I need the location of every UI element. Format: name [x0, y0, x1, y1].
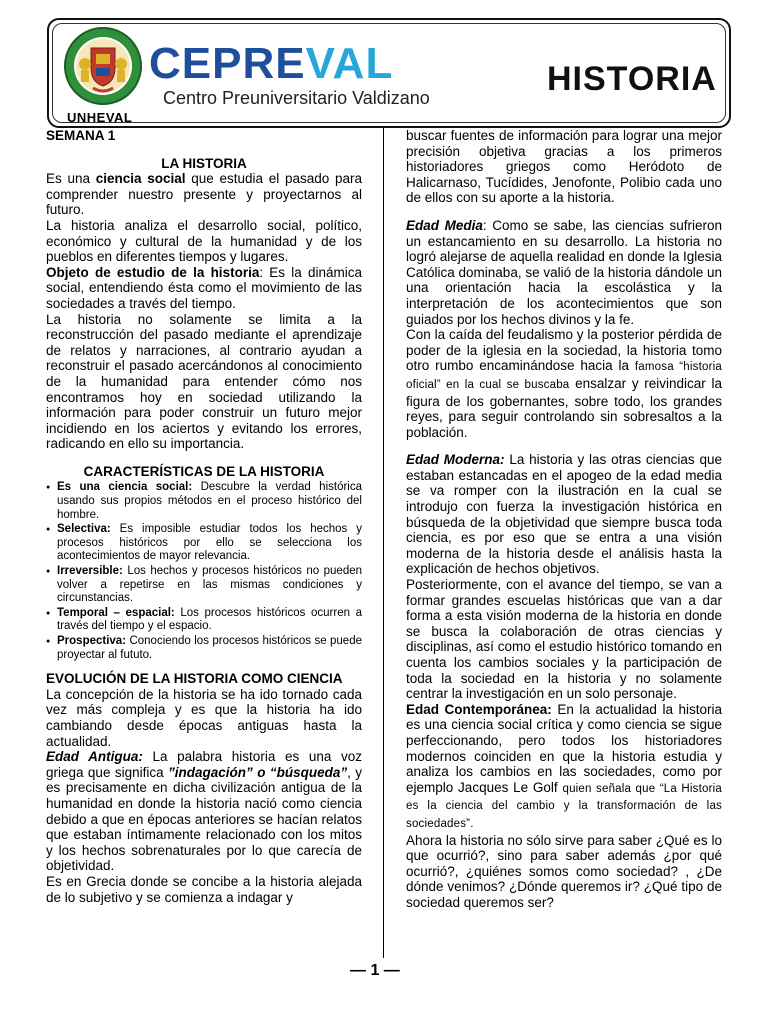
paragraph [406, 702, 722, 833]
text: : Es la dinámica social, entendiendo ésta como el movimiento de las sociedades a través del tiempo. [46, 264, 362, 311]
paragraph [46, 171, 362, 218]
text: , y es precisamente en dicha civilización antigua de la humanidad en donde la historia nació como ciencia debido a que en épocas anteriores se hacían relatos que estaban íntimamente relacionado con los mitos y los hechos sobrenaturales por lo que carecía de objetividad. [46, 764, 362, 874]
list-item [46, 607, 362, 634]
bold-term: Es una ciencia social: [57, 481, 193, 494]
university-seal-logo [63, 26, 143, 106]
bold-term: Objeto de estudio de la historia [46, 264, 260, 280]
text: : Como se sabe, las ciencias sufrieron un estancamiento en su desarrollo. La historia no logró alejarse de aquella realidad en donde la Iglesia Católica dominaba, se valió de la historia dándole un una orientación hacia la escolástica y la interpretación de los acontecimientos que son guiados por los hechos divinos y la fe. [406, 217, 722, 327]
bold-term: Irreversible: [57, 565, 123, 578]
bold-term: Edad Contemporánea: [406, 701, 552, 717]
text: que estudia el pasado para comprender nuestro presente y proyectarnos al futuro. [46, 171, 362, 218]
bold-italic-term: Edad Antigua: [46, 749, 143, 765]
paragraph [406, 452, 722, 577]
list-item [46, 481, 362, 522]
bold-italic-term: Edad Media [406, 217, 483, 233]
paragraph: Posteriormente, con el avance del tiempo, se van a formar grandes escuelas históricas que van a dar forma a esta visión moderna de la historia en donde se busca la colaboración de otras ciencias y disciplinas, así como el estudio histórico tomando en cuenta los cambios sociales y la participación de toda la sociedad en la historia y no solamente centrar la investigación en un solo personaje. [406, 577, 722, 702]
text: La historia y las otras ciencias que estaban estancadas en el apogeo de la edad media se va romper con la ilustración en la cual se introdujo con fuerza la investigación histórica en búsqueda de la objetividad que siempre busca toda ciencia, es por eso que se entra a una visión moderna de la historia desde el análisis hasta la explicación de hechos objetivos. [406, 452, 722, 577]
column-divider [383, 128, 384, 958]
bold-italic-term: Edad Moderna: [406, 452, 505, 468]
paragraph [46, 749, 362, 874]
paragraph: La historia analiza el desarrollo social, político, económico y cultural de la humanidad y de los pueblos en diferentes tiempos y lugares. [46, 217, 362, 265]
list-item [46, 565, 362, 606]
bold-term: Temporal – espacial: [57, 606, 175, 619]
paragraph: La concepción de la historia se ha ido tornado cada vez más compleja y es que la historia ha ido cambiando desde épocas antiguas hasta la actualidad. [46, 686, 362, 749]
text: Conociendo los procesos históricos se puede proyectar al fututo. [57, 635, 362, 661]
right-column [406, 128, 722, 911]
text: Es una [46, 171, 96, 187]
week-heading: SEMANA 1 [46, 128, 116, 143]
brand-subtitle: Centro Preuniversitario Valdizano [163, 88, 430, 108]
paragraph [406, 327, 722, 440]
text: En la actualidad la historia es una ciencia social crítica y como ciencia se sigue perfeccionando, pero todos los historiadores modernos coinciden en que la historia estudia y analiza los cambios en las sociedades, como por ejemplo Jacques Le Golf [406, 701, 722, 795]
list-item [46, 635, 362, 662]
logo-caption: UNHEVAL [67, 110, 133, 125]
paragraph [46, 265, 362, 312]
brand-part-2: VAL [305, 39, 394, 88]
text: ensalzar y reivindicar la figura de los gobernantes, sobre todo, los grandes reyes, para seguir controlando sin sobresaltos a la población. [406, 375, 722, 440]
page-header [47, 18, 731, 128]
paragraph: buscar fuentes de información para lograr una mejor precisión objetiva gracias a los primeros historiadores griegos como Heródoto de Halicarnaso, Tucídides, Jenofonte, Polibio cada uno de ellos con su aporte a la historia. [406, 128, 722, 206]
characteristics-list [46, 481, 362, 662]
text: Con la caída del feudalismo y la posterior pérdida de poder de la iglesia en la sociedad, la historia tomo otro rumbo encaminándose hacia la [406, 327, 722, 374]
text: Los hechos y procesos históricos no pueden volver a repetirse en las mismas condiciones y circunstancias. [57, 565, 362, 605]
characteristics-title: CARACTERÍSTICAS DE LA HISTORIA [83, 463, 325, 479]
text: Es imposible estudiar todos los hechos y procesos históricos por ello se selecciona los acontecimientos de mayor relevancia. [57, 523, 362, 563]
brand-part-1: CEPRE [149, 39, 306, 88]
text: Los procesos históricos ocurren a través del tiempo y el espacio. [57, 606, 363, 633]
text: Descubre la verdad histórica usando sus propios métodos en el proceso histórico del hombre. [57, 481, 362, 521]
bold-term: Prospectiva: [57, 635, 127, 647]
bold-italic-term: ”indagación” o “búsqueda” [168, 764, 348, 780]
text: quien señala que “La Historia es la ciencia del cambio y la transformación de las sociedades”. [406, 782, 722, 830]
subject-title: HISTORIA [547, 60, 717, 98]
left-column [46, 128, 362, 905]
paragraph: Ahora la historia no sólo sirve para saber ¿Qué es lo que ocurrió?, sino para saber además ¿por qué ocurrió?, ¿quiénes somos como sociedad? , ¿De dónde venimos? ¿Dónde queremos ir? ¿Qué tipo de sociedad queremos ser? [406, 832, 722, 910]
bold-term: ciencia social [95, 171, 186, 187]
bold-term: Selectiva: [57, 523, 111, 536]
paragraph: La historia no solamente se limita a la reconstrucción del pasado mediante el aprendizaje de relatos y narraciones, al contrario ayudan a reconstruir el pasado acercándonos al conocimiento de la humanidad para entender cómo nos encontramos hoy en sociedad utilizando la información para poder construir un futuro mejor incidiendo en los aciertos y evitando los errores, radicando en ello su importancia. [46, 311, 362, 452]
page-number: — 1 — [350, 962, 400, 979]
evolution-title: EVOLUCIÓN DE LA HISTORIA COMO CIENCIA [46, 671, 343, 687]
paragraph: Es en Grecia donde se concibe a la historia alejada de lo subjetivo y se comienza a indagar y [46, 873, 362, 905]
brand-name [149, 39, 394, 88]
section-title: LA HISTORIA [161, 155, 247, 171]
paragraph [406, 218, 722, 327]
text: famosa “historia oficial” en la cual se buscaba [406, 361, 722, 391]
list-item [46, 523, 362, 564]
text: La palabra historia es una voz griega que significa [46, 749, 362, 780]
